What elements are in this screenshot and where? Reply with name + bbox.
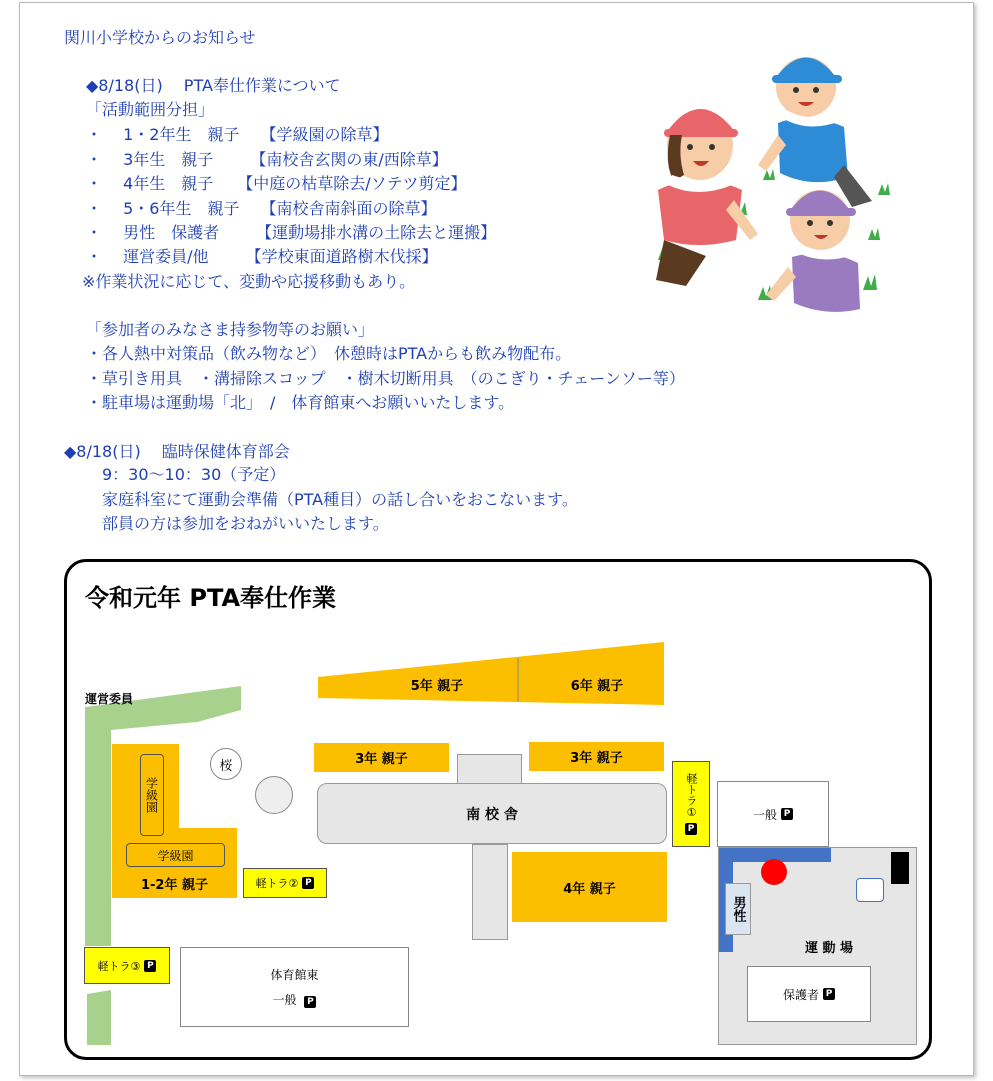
meeting-request: 部員の方は参加をおねがいいたします。 [102,514,389,533]
parking-icon: P [781,808,793,820]
keitora-3-label: 軽トラ③ [97,959,141,973]
meeting-detail: 家庭科室にて運動会準備（PTA種目）の話し合いをおこないます。 [102,490,578,509]
undoujou-area [718,847,917,1045]
map-title: 令和元年 PTA奉仕作業 [85,584,337,612]
gym-general-group [273,991,317,1008]
red-marker [761,859,787,885]
request-heading: 「参加者のみなさま持参物等のお願い」 [86,320,375,339]
minami-kousha: 南 校 舎 [317,783,667,844]
weeding-children-illustration [638,35,903,315]
north-general-parking [717,781,829,847]
request-item: ・駐車場は運動場「北」 / 体育館東へお願いいたします。 [86,393,515,412]
sakura-tree: 桜 [210,748,242,780]
dansei-area [725,883,751,935]
gakkyuen-horizontal: 学級園 [126,843,225,867]
section1-title: ◆8/18(日) PTA奉仕作業について [86,76,341,95]
assignment-item: ・ 5・6年生 親子 【南校舎南斜面の除草】 [86,199,437,218]
gakkyuen-vertical-label: 学級園 [144,777,159,813]
guardian-parking [747,966,871,1022]
area-grade4: 4年 親子 [512,852,667,922]
meeting-time: 9：30～10：30（予定） [102,465,286,484]
gakkyuen-vertical [140,754,164,836]
keitora-1-parking [672,761,710,847]
gym-east-label: 体育館東 [270,968,319,982]
assignment-item: ・ 1・2年生 親子 【学級園の除草】 [86,125,389,144]
white-square [856,878,884,902]
section2-title: ◆8/18(日) 臨時保健体育部会 [64,442,290,461]
parking-icon: P [823,988,835,1000]
north-general-label: 一般 [752,807,777,822]
work-note: ※作業状況に応じて、変動や応援移動もあり。 [82,272,416,291]
label-unei: 運営委員 [85,692,134,706]
request-item: ・草引き用具 ・溝掃除スコップ ・樹木切断用具 （のこぎり・チェーンソー等） [86,369,685,388]
corridor-block [472,844,508,940]
guardian-parking-label: 保護者 [782,987,819,1002]
section1-subhead: 「活動範囲分担」 [86,100,215,119]
assignment-item: ・ 3年生 親子 【南校舎玄関の東/西除草】 [86,150,448,169]
gym-east-parking [180,947,409,1027]
keitora-2-label: 軽トラ② [255,877,299,890]
keitora-1-label: 軽トラ① [685,773,698,819]
parking-icon: P [144,960,156,972]
label-grade12: 1-2年 親子 [140,877,208,893]
round-object [255,776,293,814]
area-grade3-west: 3年 親子 [314,743,449,772]
dansei-label: 男性 [730,896,746,922]
parking-icon: P [685,823,697,835]
parking-icon: P [302,877,314,889]
parking-icon: P [304,996,316,1008]
label-grade5: 5年 親子 [410,678,464,694]
school-notice-heading: 関川小学校からのお知らせ [64,28,256,47]
assignment-item: ・ 運営委員/他 【学校東面道路樹木伐採】 [86,247,438,266]
black-block [891,852,909,884]
keitora-2-parking [243,868,327,898]
assignment-item: ・ 男性 保護者 【運動場排水溝の土除去と運搬】 [86,223,497,242]
undoujou-label: 運 動 場 [804,940,854,956]
label-grade6: 6年 親子 [570,678,624,694]
keitora-3-parking [84,947,170,984]
entrance-block [457,754,522,784]
assignment-item: ・ 4年生 親子 【中庭の枯草除去/ソテツ剪定】 [86,174,467,193]
area-grade3-east: 3年 親子 [529,742,664,771]
gym-general-label: 一般 [272,993,297,1007]
request-item: ・各人熱中対策品（飲み物など） 休憩時はPTAからも飲み物配布。 [86,344,572,363]
work-area-map [64,559,932,1060]
